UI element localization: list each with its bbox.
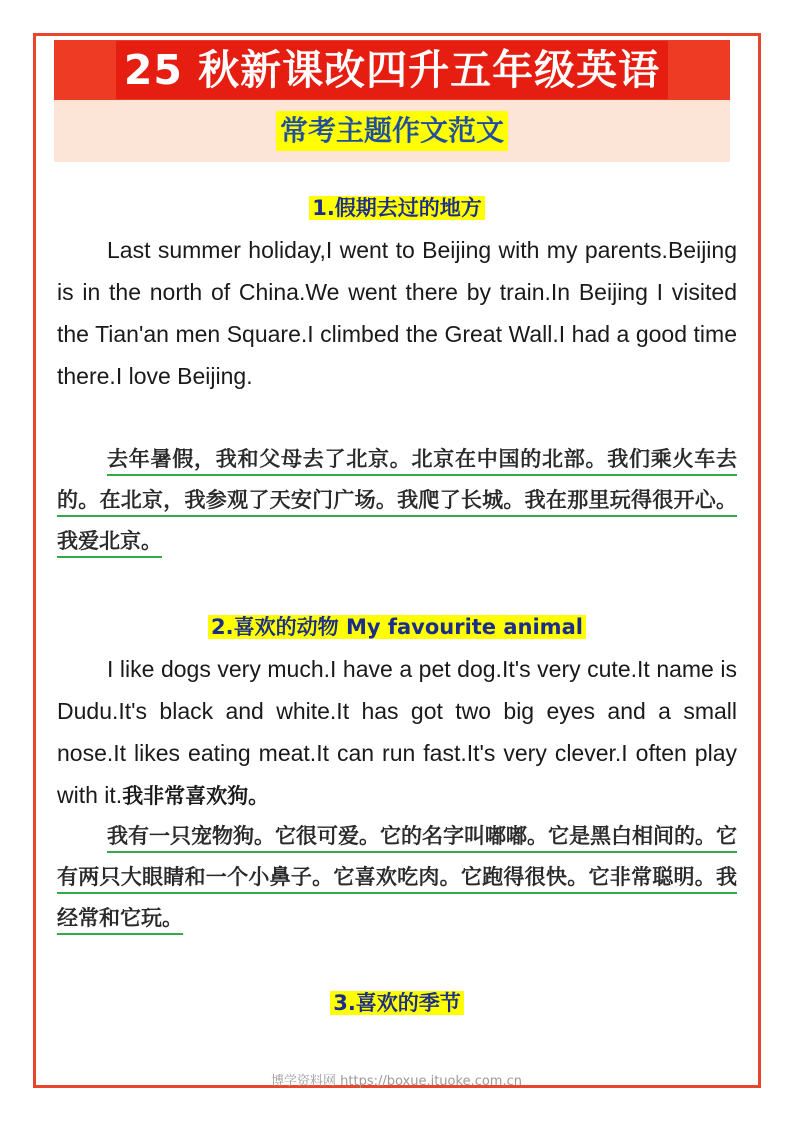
- section-2-chinese-text: 我有一只宠物狗。它很可爱。它的名字叫嘟嘟。它是黑白相间的。它有两只大眼睛和一个小鼻子。它喜欢吃肉。它跑得很快。它非常聪明。我经常和它玩。: [57, 824, 737, 930]
- section-1-chinese-text: 去年暑假，我和父母去了北京。北京在中国的北部。我们乘火车去的。在北京，我参观了天安门广场。我爬了长城。我在那里玩得很开心。我爱北京。: [57, 447, 737, 553]
- section-1-heading: [57, 193, 737, 223]
- section-1-chinese: [57, 439, 737, 562]
- section-2-english-text: I like dogs very much.I have a pet dog.It's very cute.It name is Dudu.It's black and white.It has got two big eyes and a small nose.It likes eating meat.It can run fast.It's very clever.I often play with it.: [57, 656, 737, 808]
- section-2-english: [57, 648, 737, 817]
- page-subtitle: 常考主题作文范文: [276, 111, 508, 151]
- subtitle-banner: [54, 100, 730, 162]
- section-2-heading: [57, 612, 737, 642]
- title-banner: [54, 40, 730, 100]
- section-2-english-tail: 我非常喜欢狗。: [122, 784, 270, 808]
- section-1-heading-text: 1.假期去过的地方: [309, 196, 485, 220]
- footer-watermark: 博学资料网 https://boxue.ituoke.com.cn: [271, 1074, 522, 1089]
- section-3-heading-text: 3.喜欢的季节: [330, 991, 464, 1015]
- section-1-english: Last summer holiday,I went to Beijing with my parents.Beijing is in the north of China.We went there by train.In Beijing I visited the Tian'an men Square.I climbed the Great Wall.I had a good time there.I love Beijing.: [57, 237, 737, 389]
- section-3-heading: [57, 988, 737, 1018]
- page-title: 25 秋新课改四升五年级英语: [116, 41, 668, 99]
- section-2-chinese: [57, 816, 737, 939]
- section-2-heading-text: 2.喜欢的动物 My favourite animal: [208, 615, 586, 639]
